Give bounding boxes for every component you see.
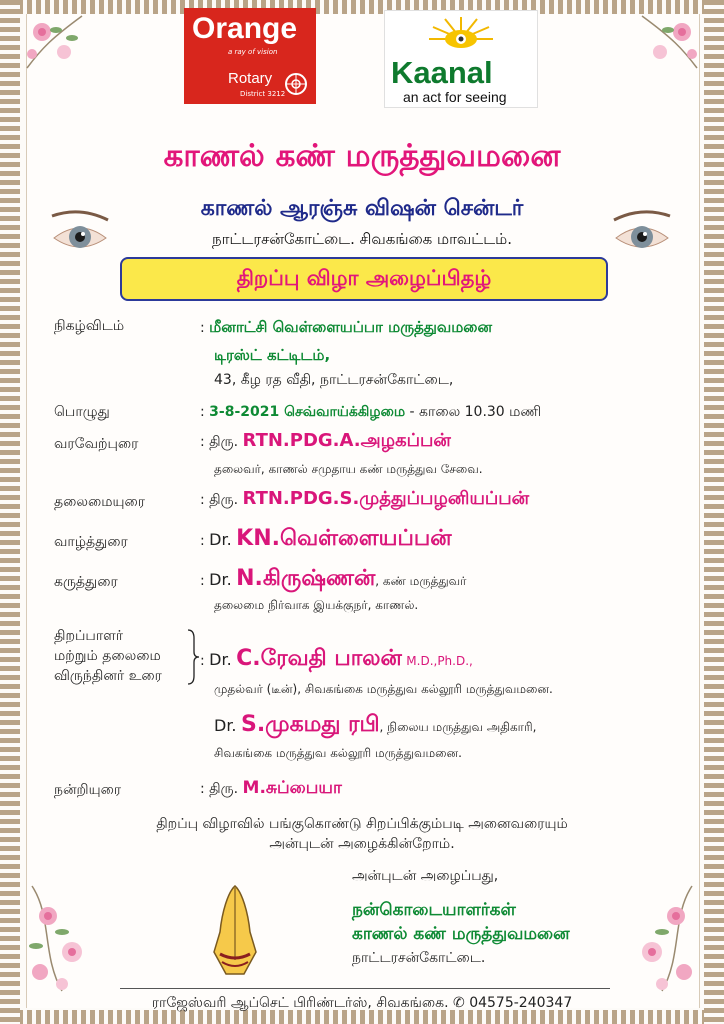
printer-phone: 04575-240347 [469,995,573,1011]
opinion-prefix: Dr. [209,570,232,589]
thanks-prefix: திரு. [209,781,239,797]
venue-label: நிகழ்விடம் [54,318,125,334]
inaug-label-3: விருந்தினர் உரை [54,668,162,684]
border-top [0,0,724,14]
invitation-line-1: திறப்பு விழாவில் பங்குகொண்டு சிறப்பிக்கும்படி அனைவரையும் [156,816,568,832]
opinion-label: கருத்துரை [54,574,118,590]
inaug-prefix: Dr. [209,650,232,669]
rotary-wheel-icon [284,72,308,96]
footer [0,995,724,1013]
flower-corner-top-left-icon [22,8,92,78]
greeting-row: : Dr. KN.வெள்ளையப்பன் [200,526,452,551]
inaug-row: : Dr. C.ரேவதி பாலன் M.D.,Ph.D., [200,646,473,671]
opinion-name: N.கிருஷ்ணன் [236,566,376,591]
welcome-prefix: திரு. [209,434,239,450]
welcome-name: RTN.PDG.A.அழகப்பன் [242,430,451,451]
kaanal-logo-title: Kaanal [391,55,493,90]
time-value: 3-8-2021 செவ்வாய்க்கிழமை [209,404,406,420]
greeting-label: வாழ்த்துரை [54,534,128,550]
place-subtitle: நாட்டரசன்கோட்டை. சிவகங்கை மாவட்டம். [212,230,512,248]
brace-icon [186,628,200,686]
inaug-degree: M.D.,Ph.D., [406,654,473,668]
regards-text: அன்புடன் அழைப்பது, [352,868,499,884]
printer-name: ராஜேஸ்வரி ஆப்செட் பிரிண்டர்ஸ், சிவகங்கை. [151,995,449,1011]
welcome-label: வரவேற்புரை [54,436,139,452]
invitation-banner: திறப்பு விழா அழைப்பிதழ் [120,257,608,301]
thanks-row: : திரு. M.சுப்பையா [200,778,342,798]
opinion-role: , கண் மருத்துவர் [375,574,467,588]
thanks-name: M.சுப்பையா [242,778,342,798]
orange-logo-title: Orange [192,12,298,45]
invitation-line-2: அன்புடன் அழைக்கின்றோம். [269,836,455,852]
eye-left-icon [50,210,110,264]
time-suffix: - காலை 10.30 மணி [409,404,542,420]
signature-hospital: காணல் கண் மருத்துவமனை [352,924,570,944]
presidential-prefix: திரு. [209,492,239,508]
guest-name: S.முகமது ரபி [240,712,380,737]
phone-icon: ✆ [453,995,465,1011]
presidential-name: RTN.PDG.S.முத்துப்பழனியப்பன் [242,488,530,509]
flower-corner-top-right-icon [632,8,702,78]
venue-line-3: 43, கீழ ரத வீதி, நாட்டரசன்கோட்டை, [214,372,454,388]
folded-hands-icon [200,882,270,978]
opinion-row: : Dr. N.கிருஷ்ணன், கண் மருத்துவர் [200,566,467,591]
presidential-label: தலைமையுரை [54,494,145,510]
signature-place: நாட்டரசன்கோட்டை. [352,950,486,966]
orange-rotary-logo [184,8,316,104]
guest-row [214,712,536,740]
venue-line-2: டிரஸ்ட் கட்டிடம், [214,346,331,364]
welcome-desc: தலைவர், காணல் சமுதாய கண் மருத்துவ சேவை. [214,462,483,476]
greeting-prefix: Dr. [209,530,232,549]
welcome-row: : திரு. RTN.PDG.A.அழகப்பன் [200,430,451,451]
rotary-label: Rotary [228,70,273,87]
orange-logo-tagline: a ray of vision [228,48,278,56]
greeting-name: KN.வெள்ளையப்பன் [236,526,452,551]
eye-right-icon [612,210,672,264]
kaanal-logo-tagline: an act for seeing [403,89,507,105]
opinion-desc: தலைமை நிர்வாக இயக்குநர், காணல். [214,598,419,612]
presidential-row: : திரு. RTN.PDG.S.முத்துப்பழனியப்பன் [200,488,530,509]
flower-corner-bottom-left-icon [22,876,102,996]
venue-row: : மீனாட்சி வெள்ளையப்பா மருத்துவமனை [200,318,493,336]
flower-corner-bottom-right-icon [622,876,702,996]
sun-eye-icon [425,15,497,59]
hospital-title: காணல் கண் மருத்துவமனை [163,138,561,174]
donors-text: நன்கொடையாளர்கள் [352,900,516,920]
guest-desc: சிவகங்கை மருத்துவ கல்லூரி மருத்துவமனை. [214,746,462,760]
inaug-label-2: மற்றும் தலைமை [54,648,161,664]
rotary-district: District 3212 [240,90,286,98]
inaug-name: C.ரேவதி பாலன் [236,646,402,671]
footer-divider [120,988,610,989]
guest-role: , நிலைய மருத்துவ அதிகாரி, [379,720,537,734]
venue-line-1: மீனாட்சி வெள்ளையப்பா மருத்துவமனை [209,318,493,336]
thanks-label: நன்றியுரை [54,782,122,798]
inaug-label-1: திறப்பாளர் [54,628,124,644]
inaug-desc: முதல்வர் (டீன்), சிவகங்கை மருத்துவ கல்லூரி மருத்துவமனை. [214,682,553,696]
guest-prefix: Dr. [214,716,237,735]
time-row: : 3-8-2021 செவ்வாய்க்கிழமை - காலை 10.30 மணி [200,404,542,420]
center-title: காணல் ஆரஞ்சு விஷன் சென்டர் [200,196,524,221]
time-label: பொழுது [54,404,110,420]
kaanal-logo [384,10,538,108]
